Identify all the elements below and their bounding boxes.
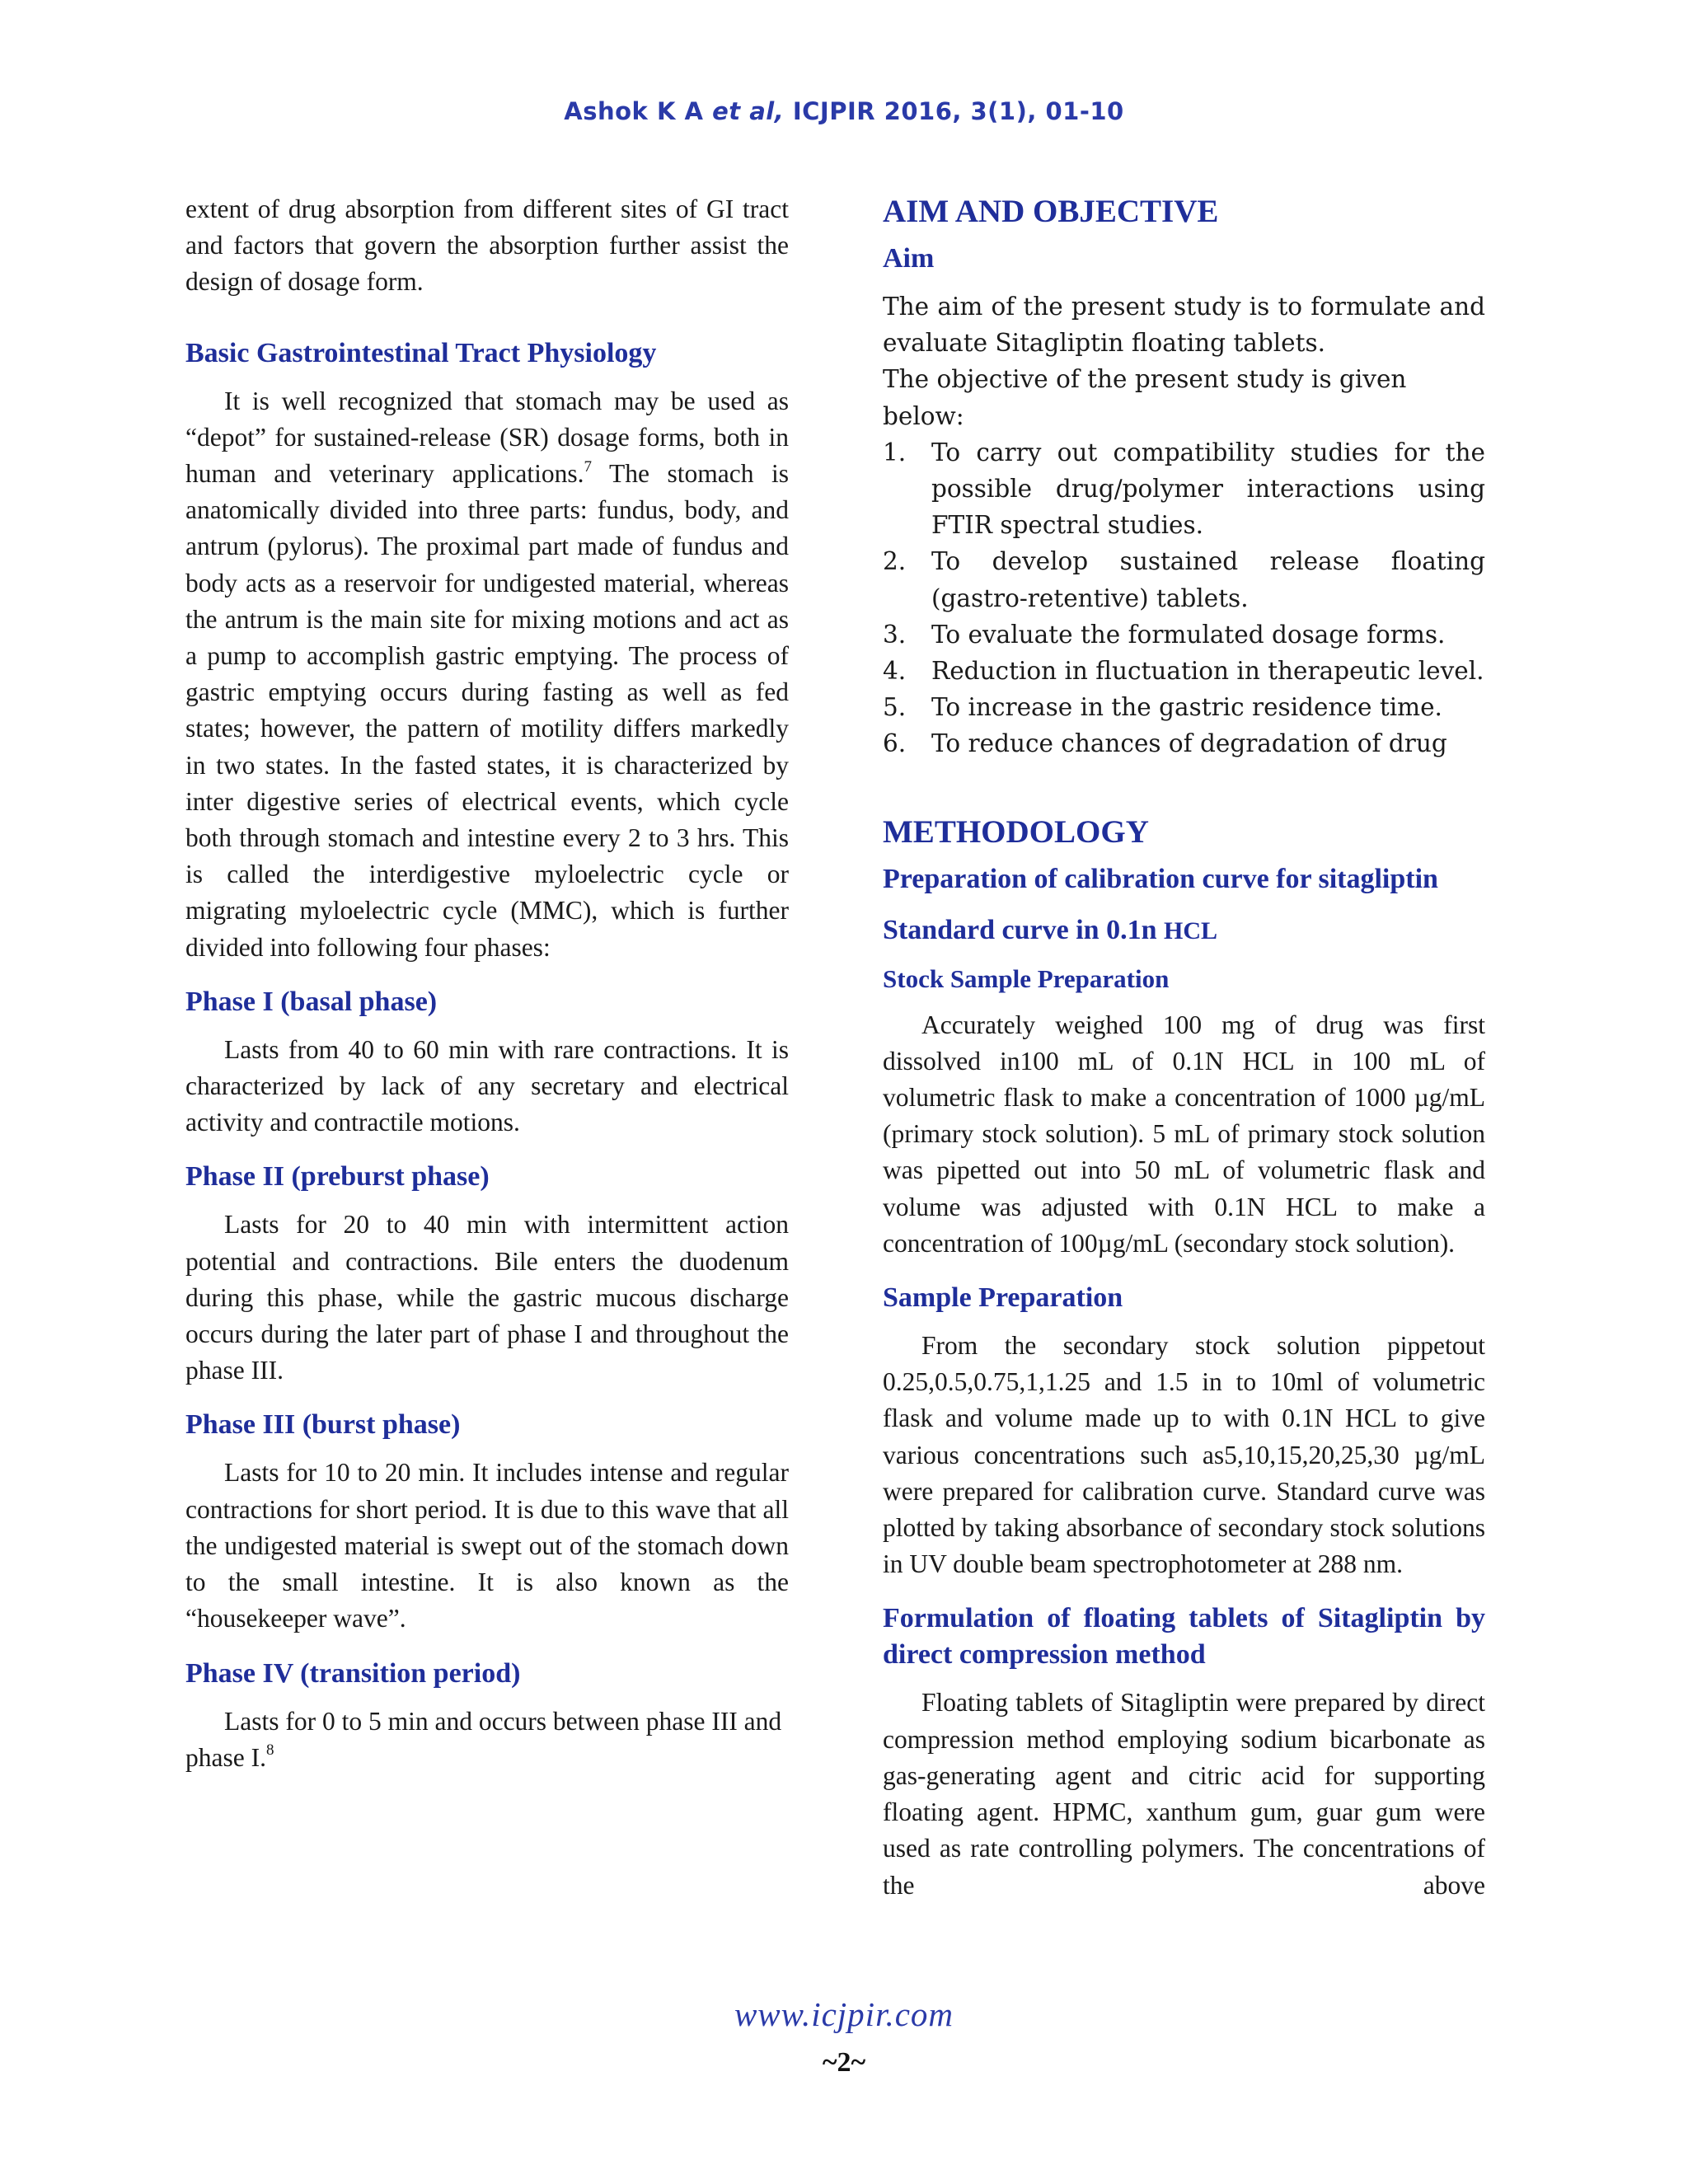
phase3-text: Lasts for 10 to 20 min. It includes intense and regular contractions for short period. It is due to this wave that all the undigested material is swept out of the stomach down to the small intestine. It is also known as the “housekeeper wave”.: [185, 1458, 789, 1633]
phase1-heading: Phase I (basal phase): [185, 986, 438, 1017]
aim-text: The aim of the present study is to formulate and evaluate Sitagliptin floating tablets.: [883, 293, 1485, 358]
stock-sample-heading: Stock Sample Preparation: [883, 963, 1170, 993]
reference-7: 7: [584, 457, 593, 476]
running-header: [0, 97, 1688, 125]
objective-item: 3. To evaluate the formulated dosage forms.: [883, 620, 1446, 649]
phase4-text: Lasts for 0 to 5 min and occurs between phase III and phase I.$^8$: [185, 1706, 782, 1772]
phase1-text: Lasts from 40 to 60 min with rare contractions. It is characterized by lack of any secretary and electrical activity and contractile motions.: [185, 1034, 789, 1137]
methodology-heading: METHODOLOGY: [883, 813, 1149, 850]
left-column: [185, 191, 789, 1776]
stock-sample-text: Accurately weighed 100 mg of drug was first dissolved in100 mL of 0.1N HCL in 100 mL of volumetric flask to make a concentration of 1000 µg/mL (primary stock solution). 5 mL of primary stock solution was pipetted out into 50 mL of volumetric flask and volume was adjusted with 0.1N HCL to make a concentration of 100µg/mL (secondary stock solution).: [883, 1010, 1485, 1258]
page-number: ~2~: [822, 2047, 866, 2078]
objective-item: 5. To increase in the gastric residence time.: [883, 693, 1442, 722]
header-etal: et al,: [712, 97, 785, 125]
objective-item: 6. To reduce chances of degradation of drug: [883, 729, 1447, 758]
header-authors: Ashok K A: [564, 97, 704, 125]
sample-preparation-heading: Sample Preparation: [883, 1282, 1123, 1314]
formulation-heading: Formulation of floating tablets of Sitagliptin by direct compression method: [883, 1603, 1485, 1671]
objective-item: 1. To carry out compatibility studies for the possible drug/polymer interactions using FTIR spectral studies.: [883, 438, 1485, 540]
aim-objective-heading: AIM AND OBJECTIVE: [883, 194, 1219, 229]
physiology-heading: Basic Gastrointestinal Tract Physiology: [185, 337, 657, 368]
objectives-list: [883, 434, 1485, 762]
objective-item: 4. Reduction in fluctuation in therapeutic level.: [883, 657, 1484, 686]
physiology-paragraph: It is well recognized that stomach may be used as “depot” for sustained-release (SR) dosage forms, both in human and veterinary applications.$^7$ The stomach is anatomically divided into three parts: fundus, body, and antrum (pylorus). The proximal part made of fundus and body acts as a reservoir for undigested material, whereas the antrum is the main site for mixing motions and act as a pump to accomplish gastric emptying. The process of gastric emptying occurs during fasting as well as fed states; however, the pattern of motility differs markedly in two states. In the fasted states, it is characterized by inter digestive series of electrical events, which cycle both through stomach and intestine every 2 to 3 hrs. This is called the interdigestive myloelectric cycle or migrating myloelectric cycle (MMC), which is further divided into following four phases:: [185, 386, 789, 962]
aim-heading: Aim: [883, 243, 935, 274]
footer-url: www.icjpir.com: [734, 1995, 954, 2033]
formulation-text: Floating tablets of Sitagliptin were prepared by direct compression method employing sodium bicarbonate as gas-generating agent and citric acid for supporting floating agent. HPMC, xanthum gum, guar gum were used as rate controlling polymers. The concentrations of the above: [883, 1688, 1485, 1900]
calibration-heading: Preparation of calibration curve for sitagliptin: [883, 863, 1438, 894]
right-column: [883, 191, 1485, 1904]
phase4-heading: Phase IV (transition period): [185, 1657, 521, 1689]
reference-8: 8: [265, 1741, 274, 1760]
standard-curve-heading: Standard curve in 0.1n HCL: [883, 914, 1218, 945]
header-citation: ICJPIR 2016, 3(1), 01-10: [792, 97, 1124, 125]
objective-intro: The objective of the present study is given below:: [883, 365, 1407, 430]
phase3-heading: Phase III (burst phase): [185, 1409, 461, 1441]
phase2-text: Lasts for 20 to 40 min with intermittent action potential and contractions. Bile enters the duodenum during this phase, while the gastric mucous discharge occurs during the later part of phase I and throughout the phase III.: [185, 1210, 789, 1385]
objective-item: 2. To develop sustained release floating (gastro-retentive) tablets.: [883, 547, 1485, 612]
phase2-heading: Phase II (preburst phase): [185, 1161, 490, 1193]
intro-paragraph: extent of drug absorption from different sites of GI tract and factors that govern the absorption further assist the design of dosage form.: [185, 194, 789, 297]
sample-preparation-text: From the secondary stock solution pippetout 0.25,0.5,0.75,1,1.25 and 1.5 in to 10ml of volumetric flask and volume made up to with 0.1N HCL to give various concentrations such as5,10,15,20,25,30 µg/mL were prepared for calibration curve. Standard curve was plotted by taking absorbance of secondary stock solutions in UV double beam spectrophotometer at 288 nm.: [883, 1331, 1485, 1579]
